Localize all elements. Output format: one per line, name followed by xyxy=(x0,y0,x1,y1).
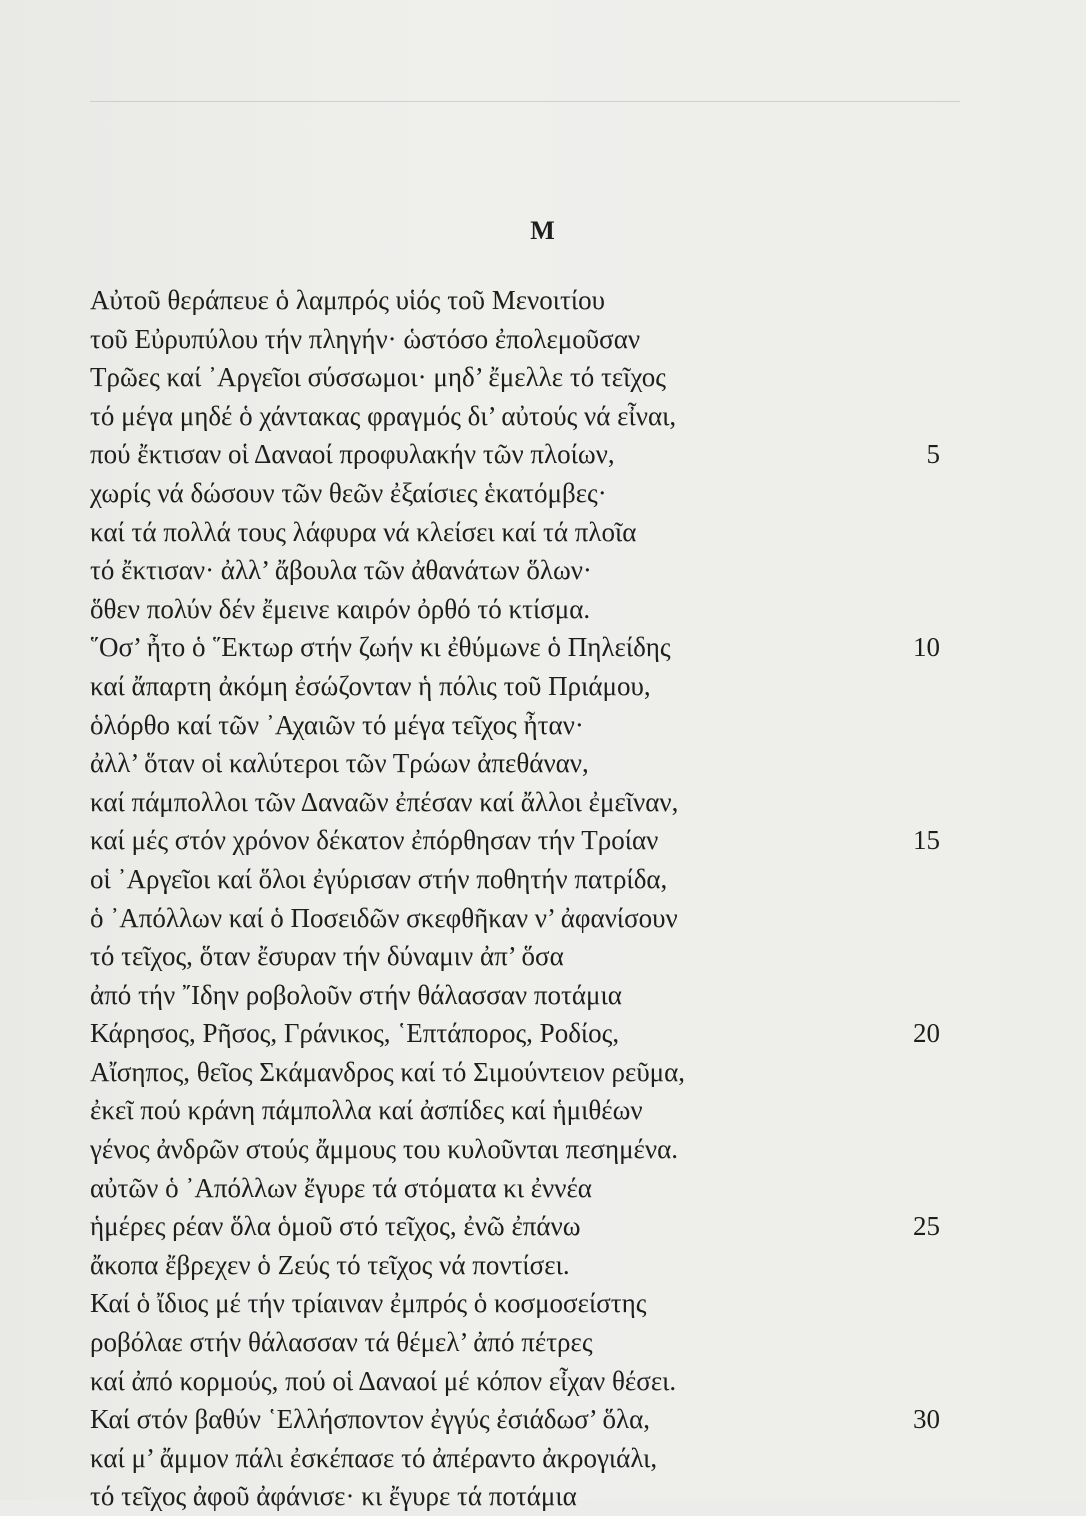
verse-text: καί τά πολλά τους λάφυρα νά κλείσει καί τά πλοῖα xyxy=(90,516,637,547)
verse-text: πού ἔκτισαν οἱ Δαναοί προφυλακήν τῶν πλοίων, xyxy=(90,439,615,470)
verse-text: γένος ἀνδρῶν στούς ἄμμους του κυλοῦνται πεσημένα. xyxy=(90,1134,679,1165)
verse-line xyxy=(90,937,940,976)
verse-text: Τρῶες καί ᾿Αργεῖοι σύσσωμοι· μηδ’ ἔμελλε τό τεῖχος xyxy=(90,362,666,393)
verse-text: ὁ ᾿Απόλλων καί ὁ Ποσειδῶν σκεφθῆκαν ν’ ἀφανίσουν xyxy=(90,902,678,933)
verse-line xyxy=(90,358,940,397)
verse-text: Καί ὁ ἴδιος μέ τήν τρίαιναν ἐμπρός ὁ κοσμοσείστης xyxy=(90,1288,647,1319)
verse-text: καί ἄπαρτη ἀκόμη ἐσώζονταν ἡ πόλις τοῦ Πριάμου, xyxy=(90,670,651,701)
verse-text: καί μές στόν χρόνον δέκατον ἐπόρθησαν τήν Τροίαν xyxy=(90,825,659,856)
verse-line xyxy=(90,513,940,552)
verse-text: ἡμέρες ρέαν ὅλα ὁμοῦ στό τεῖχος, ἐνῶ ἐπάνω xyxy=(90,1211,581,1242)
verse-line xyxy=(90,899,940,938)
verse-line xyxy=(90,474,940,513)
verse-text: ῞Οσ’ ἦτο ὁ ῞Εκτωρ στήν ζωήν κι ἐθύμωνε ὁ Πηλείδης xyxy=(90,632,671,663)
verse-text: οἱ ᾿Αργεῖοι καί ὅλοι ἐγύρισαν στήν ποθητήν πατρίδα, xyxy=(90,863,668,894)
verse-line xyxy=(90,1439,940,1478)
verse-text: ροβόλαε στήν θάλασσαν τά θέμελ’ ἀπό πέτρες xyxy=(90,1327,593,1358)
verse-line xyxy=(90,1362,940,1401)
verse-line xyxy=(90,976,940,1015)
verse-line xyxy=(90,320,940,359)
verse-text: Αὐτοῦ θεράπευε ὁ λαμπρός υἱός τοῦ Μενοιτίου xyxy=(90,285,606,315)
line-number: 15 xyxy=(913,825,940,856)
verse-text: ἀλλ’ ὅταν οἱ καλύτεροι τῶν Τρώων ἀπεθάναν, xyxy=(90,748,589,779)
verse-line xyxy=(90,1169,940,1208)
verse-text: τό τεῖχος ἀφοῦ ἀφάνισε· κι ἔγυρε τά ποτάμια xyxy=(90,1481,577,1512)
bleed-through-rule xyxy=(90,101,960,102)
verse-line xyxy=(90,435,940,474)
verse-line xyxy=(90,1014,940,1053)
verse-text: ὁλόρθο καί τῶν ᾿Αχαιῶν τό μέγα τεῖχος ἦταν· xyxy=(90,709,584,740)
line-number: 30 xyxy=(913,1404,940,1435)
verse-text: καί μ’ ἄμμον πάλι ἐσκέπασε τό ἀπέραντο ἀκρογιάλι, xyxy=(90,1442,658,1473)
verse-text: τό μέγα μηδέ ὁ χάντακας φραγμός δι’ αὐτούς νά εἶναι, xyxy=(90,400,677,431)
verse-line xyxy=(90,1323,940,1362)
verse-text: χωρίς νά δώσουν τῶν θεῶν ἐξαίσιες ἑκατόμβες· xyxy=(90,477,607,508)
chapter-letter: M xyxy=(530,216,556,245)
verse-line xyxy=(90,1477,940,1516)
line-number: 10 xyxy=(913,632,940,663)
verse-text: ἄκοπα ἔβρεχεν ὁ Ζεύς τό τεῖχος νά ποντίσει. xyxy=(90,1249,570,1280)
verse-text: τό ἔκτισαν· ἀλλ’ ἄβουλα τῶν ἀθανάτων ὅλων· xyxy=(90,555,592,586)
line-number: 25 xyxy=(913,1211,940,1242)
verse-text: ὅθεν πολύν δέν ἔμεινε καιρόν ὀρθό τό κτίσμα. xyxy=(90,593,591,624)
verse-line xyxy=(90,1207,940,1246)
verse-text: αὐτῶν ὁ ᾿Απόλλων ἔγυρε τά στόματα κι ἐννέα xyxy=(90,1172,592,1203)
verse-line xyxy=(90,1284,940,1323)
verse-text: τοῦ Εὐρυπύλου τήν πληγήν· ὡστόσο ἐπολεμοῦσαν xyxy=(90,323,641,354)
verse-line xyxy=(90,551,940,590)
verse-text: ἀπό τήν ῎Ιδην ροβολοῦν στήν θάλασσαν ποτάμια xyxy=(90,979,622,1010)
verse-text: τό τεῖχος, ὅταν ἔσυραν τήν δύναμιν ἀπ’ ὅσα xyxy=(90,941,564,972)
verse-line xyxy=(90,860,940,899)
verse-line xyxy=(90,667,940,706)
verse-line xyxy=(90,590,940,629)
poem-verses xyxy=(90,281,940,1516)
line-number: 20 xyxy=(913,1018,940,1049)
verse-line xyxy=(90,1400,940,1439)
verse-line xyxy=(90,1246,940,1285)
verse-line xyxy=(90,628,940,667)
verse-line xyxy=(90,1130,940,1169)
verse-text: ἐκεῖ πού κράνη πάμπολλα καί ἀσπίδες καί ἡμιθέων xyxy=(90,1095,643,1126)
verse-line xyxy=(90,783,940,822)
verse-line xyxy=(90,397,940,436)
verse-text: καί ἀπό κορμούς, πού οἱ Δαναοί μέ κόπον εἶχαν θέσει. xyxy=(90,1365,677,1396)
bleed-through-text xyxy=(80,60,980,162)
verse-text: Αἴσηπος, θεῖος Σκάμανδρος καί τό Σιμούντειον ρεῦμα, xyxy=(90,1056,686,1087)
verse-line xyxy=(90,1091,940,1130)
verse-text: Κάρησος, Ρῆσος, Γράνικος, ῾Επτάπορος, Ροδίος, xyxy=(90,1018,620,1049)
verse-line xyxy=(90,744,940,783)
line-number: 5 xyxy=(926,439,940,470)
verse-line xyxy=(90,706,940,745)
verse-line xyxy=(90,281,940,320)
verse-line xyxy=(90,1053,940,1092)
verse-text: καί πάμπολλοι τῶν Δαναῶν ἐπέσαν καί ἄλλοι ἐμεῖναν, xyxy=(90,786,679,817)
verse-text: Καί στόν βαθύν ῾Ελλήσποντον ἐγγύς ἐσιάδωσ’ ὅλα, xyxy=(90,1404,650,1435)
verse-line xyxy=(90,821,940,860)
